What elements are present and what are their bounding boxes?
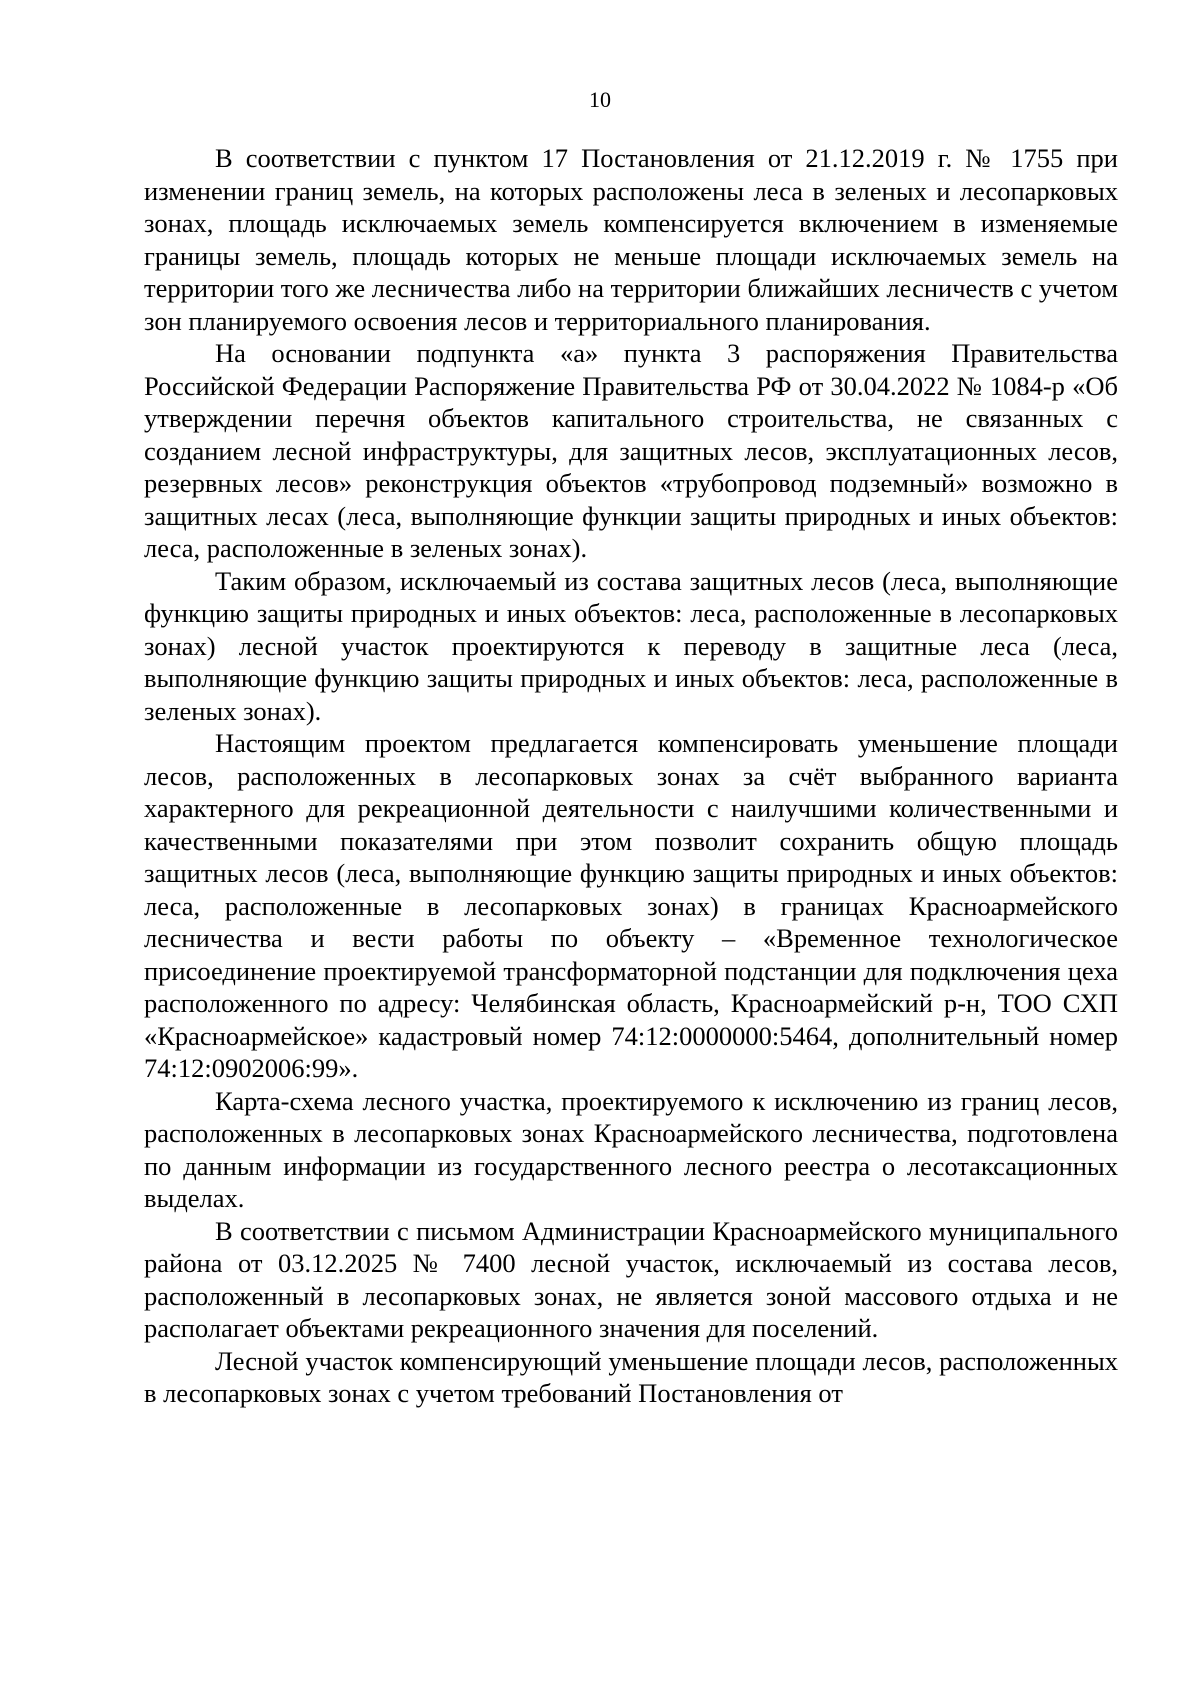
page-number: 10	[589, 87, 611, 112]
paragraph-conclusion: Таким образом, исключаемый из состава защитных лесов (леса, выполняющие функцию защиты природных и иных объектов: леса, расположенные в лесопарковых зонах) лесной участок проектируются к переводу в защитные леса (леса, выполняющие функцию защиты природных и иных объектов: леса, расположенные в зеленых зонах).	[144, 565, 1118, 726]
paragraph-project-proposal: Настоящим проектом предлагается компенсировать уменьшение площади лесов, расположенных в лесопарковых зонах за счёт выбранного варианта характерного для рекреационной деятельности с наилучшими количественными и качественными показателями при этом позволит сохранить общую площадь защитных лесов (леса, выполняющие функцию защиты природных и иных объектов: леса, расположенные в лесопарковых зонах) в границах Красноармейского лесничества и вести работы по объекту – «Временное технологическое присоединение проектируемой трансформаторной подстанции для подключения цеха расположенного по адресу: Челябинская область, Красноармейский р-н, ТОО СХП «Красноармейское» кадастровый номер 74:12:0000000:5464, дополнительный номер 74:12:0902006:99».	[144, 728, 1118, 1083]
paragraph-map-scheme: Карта-схема лесного участка, проектируемого к исключению из границ лесов, расположенных в лесопарковых зонах Красноармейского лесничества, подготовлена по данным информации из государственного лесного реестра о лесотаксационных выделах.	[144, 1085, 1118, 1213]
document-body	[144, 142, 1118, 1410]
paragraph-government-order: На основании подпункта «а» пункта 3 распоряжения Правительства Российской Федерации Распоряжение Правительства РФ от 30.04.2022 № 1084-р «Об утверждении перечня объектов капитального строительства, не связанных с созданием лесной инфраструктуры, для защитных лесов, эксплуатационных лесов, резервных лесов» реконструкция объектов «трубопровод подземный» возможно в защитных лесах (леса, выполняющие функции защиты природных и иных объектов: леса, расположенные в зеленых зонах).	[144, 338, 1118, 563]
paragraph-compensating-plot: Лесной участок компенсирующий уменьшение площади лесов, расположенных в лесопарковых зонах с учетом требований Постановления от	[144, 1345, 1118, 1408]
paragraph-administration-letter: В соответствии с письмом Администрации Красноармейского муниципального района от 03.12.2025 № 7400 лесной участок, исключаемый из состава лесов, расположенный в лесопарковых зонах, не является зоной массового отдыха и не располагает объектами рекреационного значения для поселений.	[144, 1215, 1118, 1343]
paragraph-compensation-rule: В соответствии с пунктом 17 Постановления от 21.12.2019 г. № 1755 при изменении границ земель, на которых расположены леса в зеленых и лесопарковых зонах, площадь исключаемых земель компенсируется включением в изменяемые границы земель, площадь которых не меньше площади исключаемых земель на территории того же лесничества либо на территории ближайших лесничеств с учетом зон планируемого освоения лесов и территориального планирования.	[144, 143, 1118, 336]
